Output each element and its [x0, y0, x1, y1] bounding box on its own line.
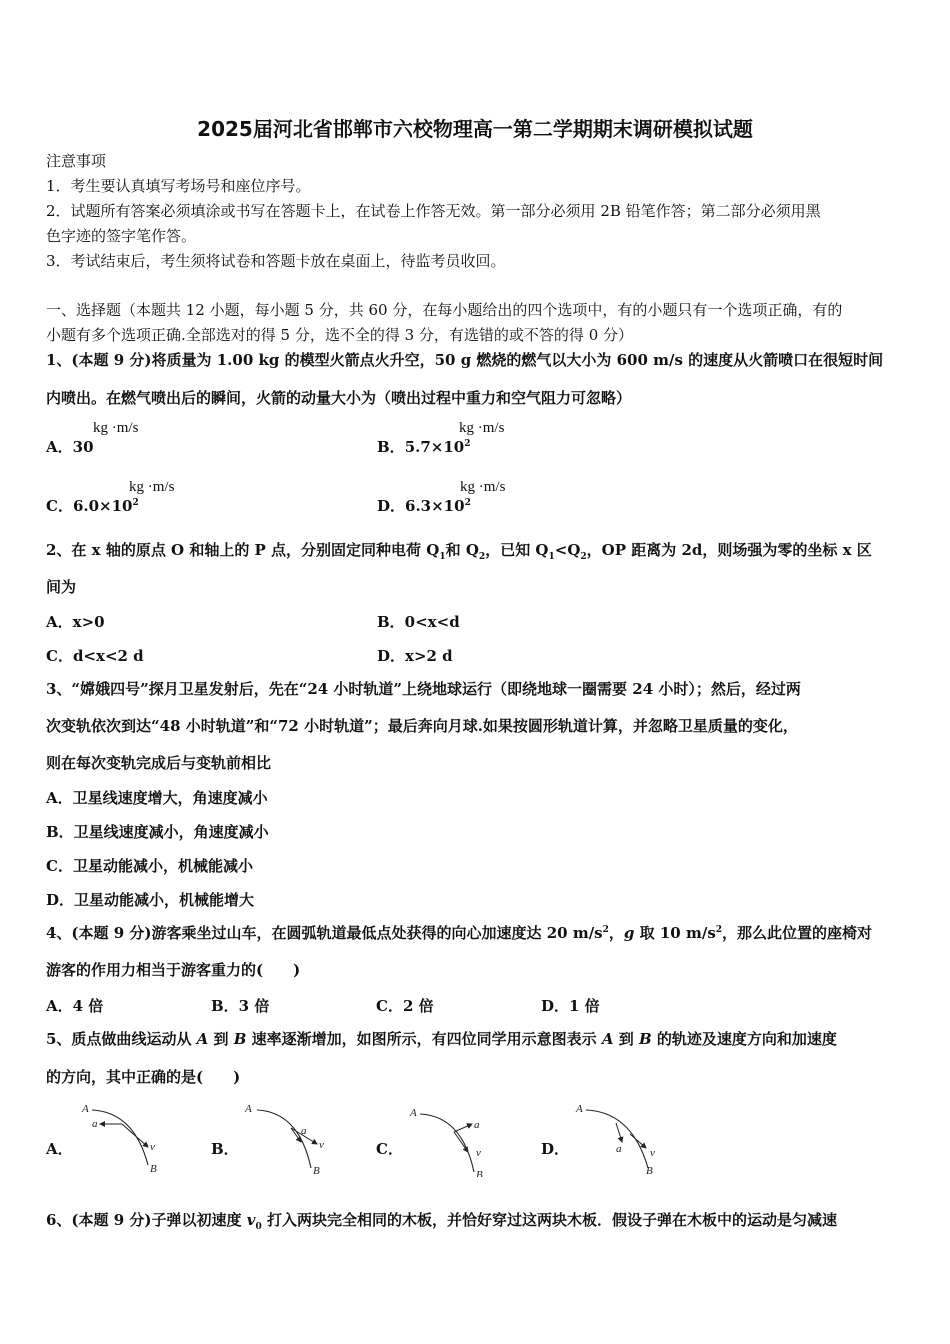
- trajectory-diagram-a: [76, 1100, 166, 1175]
- accel-label: a: [92, 1118, 98, 1130]
- trajectory-diagram-d: [570, 1100, 665, 1178]
- q1-option-b: [377, 436, 471, 457]
- point-label: A: [410, 1107, 417, 1119]
- exponent: 2: [464, 439, 471, 449]
- q1-option-d: [377, 495, 471, 516]
- point-label: A: [245, 1103, 252, 1115]
- section-heading: 一、选择题（本题共 12 小题，每小题 5 分，共 60 分，在每小题给出的四个选项中，有的小题只有一个选项正确，有的: [46, 301, 843, 319]
- trajectory-diagram-c: [404, 1102, 494, 1177]
- option-value: 30: [72, 438, 94, 456]
- option-label: B．: [377, 438, 405, 456]
- q1-option-c: [46, 495, 139, 516]
- option-label: C．: [46, 497, 73, 515]
- q5-option-c: C．: [376, 1140, 403, 1158]
- question-3-text: 次变轨依次到达“48 小时轨道”和“72 小时轨道”；最后奔向月球.如果按圆形轨道计算，并忽略卫星质量的变化，: [46, 717, 798, 735]
- point-label: B: [646, 1165, 653, 1177]
- option-value: 6.3×10: [405, 497, 465, 515]
- q5-option-d: D．: [541, 1140, 570, 1158]
- unit-label: kg ·m/s: [459, 420, 505, 436]
- q2-option-c: C．d<x<2 d: [46, 647, 144, 665]
- question-2-text: 2、在 x 轴的原点 O 和轴上的 P 点，分别固定同种电荷 $Q_1$和 $Q_2$，已知 $Q_1<Q_2$，OP 距离为 2d，则场强为零的坐标 x 区: [46, 541, 872, 562]
- section-heading: 小题有多个选项正确.全部选对的得 5 分，选不全的得 3 分，有选错的或不答的得 0 分）: [46, 326, 634, 344]
- unit-label: kg ·m/s: [460, 479, 506, 495]
- question-3-text: 3、“嫦娥四号”探月卫星发射后，先在“24 小时轨道”上绕地球运行（即绕地球一圈需要 24 小时）；然后，经过两: [46, 680, 801, 698]
- accel-label: a: [474, 1119, 480, 1131]
- unit-label: kg ·m/s: [93, 420, 139, 436]
- page-title: 2025届河北省邯郸市六校物理高一第二学期期末调研模拟试题: [197, 117, 753, 141]
- q4-option-a: A．4 倍: [46, 997, 104, 1015]
- notice-heading: 注意事项: [46, 152, 107, 170]
- unit-label: kg ·m/s: [129, 479, 175, 495]
- point-label: A: [82, 1103, 89, 1115]
- point-label: A: [576, 1103, 583, 1115]
- velocity-label: v: [650, 1147, 655, 1159]
- question-2-text: 间为: [46, 578, 77, 596]
- notice-item: 2．试题所有答案必须填涂或书写在答题卡上，在试卷上作答无效。第一部分必须用 2B 铅笔作答；第二部分必须用黑: [46, 202, 821, 220]
- q3-option-c: C．卫星动能减小，机械能减小: [46, 857, 253, 875]
- q5-option-b: B．: [211, 1140, 239, 1158]
- velocity-label: v: [476, 1147, 481, 1159]
- velocity-label: v: [319, 1139, 324, 1151]
- q3-option-a: A．卫星线速度增大，角速度减小: [46, 789, 268, 807]
- point-label: B: [476, 1169, 483, 1177]
- question-1-text: 1、(本题 9 分)将质量为 1.00 kg 的模型火箭点火升空，50 g 燃烧的燃气以大小为 600 m/s 的速度从火箭喷口在很短时间: [46, 351, 884, 369]
- point-label: B: [313, 1165, 320, 1175]
- question-5-text: 的方向，其中正确的是( ): [46, 1068, 241, 1086]
- question-5-text: 5、质点做曲线运动从 A 到 B 速率逐渐增加，如图所示，有四位同学用示意图表示 A 到 B 的轨迹及速度方向和加速度: [46, 1030, 837, 1048]
- option-value: 6.0×10: [72, 497, 133, 515]
- q2-option-d: D．x>2 d: [377, 647, 453, 665]
- accel-label: a: [616, 1143, 622, 1155]
- notice-item: 3．考试结束后，考生须将试卷和答题卡放在桌面上，待监考员收回。: [46, 252, 506, 270]
- question-4-text: 游客的作用力相当于游客重力的( ): [46, 961, 301, 979]
- notice-item: 1．考生要认真填写考场号和座位序号。: [46, 177, 311, 195]
- question-3-text: 则在每次变轨完成后与变轨前相比: [46, 754, 272, 772]
- option-label: D．: [377, 497, 406, 515]
- question-1-text: 内喷出。在燃气喷出后的瞬间，火箭的动量大小为（喷出过程中重力和空气阻力可忽略）: [46, 389, 632, 407]
- question-6-text: 6、(本题 9 分)子弹以初速度 $v_0$ 打入两块完全相同的木板，并恰好穿过这两块木板．假设子弹在木板中的运动是匀减速: [46, 1211, 837, 1232]
- point-label: B: [150, 1163, 157, 1175]
- q4-option-d: D．1 倍: [541, 997, 600, 1015]
- q1-option-a: [46, 436, 94, 457]
- q5-option-a: A．: [46, 1140, 73, 1158]
- q2-option-b: B．0<x<d: [377, 613, 460, 631]
- velocity-label: v: [150, 1141, 155, 1153]
- q2-option-a: A．x>0: [46, 613, 105, 631]
- q3-option-b: B．卫星线速度减小，角速度减小: [46, 823, 269, 841]
- exponent: 2: [464, 498, 471, 508]
- notice-item: 色字迹的签字笔作答。: [46, 227, 197, 245]
- q4-option-c: C．2 倍: [376, 997, 434, 1015]
- option-value: 5.7×10: [404, 438, 465, 456]
- q3-option-d: D．卫星动能减小，机械能增大: [46, 891, 255, 909]
- exponent: 2: [132, 498, 139, 508]
- option-label: A．: [46, 438, 73, 456]
- accel-label: a: [301, 1125, 307, 1137]
- trajectory-diagram-b: [241, 1100, 331, 1175]
- q4-option-b: B．3 倍: [211, 997, 270, 1015]
- question-4-text: 4、(本题 9 分)游客乘坐过山车，在圆弧轨道最低点处获得的向心加速度达 20 $m/s^2$，g 取 10 $m/s^2$，那么此位置的座椅对: [46, 924, 873, 942]
